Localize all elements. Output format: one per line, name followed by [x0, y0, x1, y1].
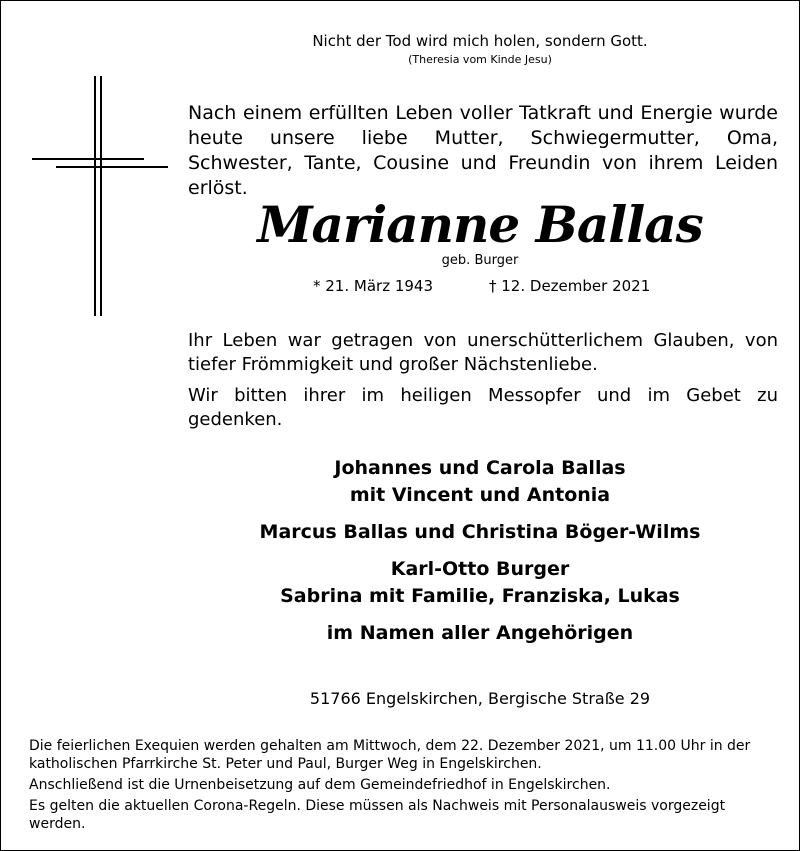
funeral-info	[29, 737, 784, 836]
epigraph-quote: Nicht der Tod wird mich holen, sondern Gott.	[312, 32, 648, 50]
signer-group	[180, 556, 780, 610]
signer-group	[180, 455, 780, 509]
faith-paragraph	[188, 329, 778, 377]
signer-line: Karl-Otto Burger	[390, 558, 570, 580]
prayer-text: Wir bitten ihrer im heiligen Messopfer und im Gebet zu gedenken.	[188, 385, 778, 430]
signer-line: Marcus Ballas und Christina Böger-Wilms	[259, 521, 701, 543]
death-date: † 12. Dezember 2021	[489, 277, 651, 295]
epigraph-source: (Theresia vom Kinde Jesu)	[408, 53, 552, 66]
birth-date: * 21. März 1943	[313, 277, 434, 295]
family-address: 51766 Engelskirchen, Bergische Straße 29	[309, 689, 651, 708]
funeral-line: Anschließend ist die Urnenbeisetzung auf dem Gemeindefriedhof in Engelskirchen.	[29, 777, 611, 793]
signer-line: im Namen aller Angehörigen	[326, 622, 634, 644]
cross-icon	[32, 76, 172, 316]
faith-text: Ihr Leben war getragen von unerschütterlichem Glauben, von tiefer Frömmigkeit und großer Nächstenliebe.	[188, 330, 778, 375]
intro-paragraph: Nach einem erfüllten Leben voller Tatkraft und Energie wurde heute unsere liebe Mutter, Schwiegermutter, Oma, Schwester, Tante, Cousine und Freundin von ihrem Leiden erlöst.	[188, 102, 778, 199]
signer-line: mit Vincent und Antonia	[349, 484, 611, 506]
prayer-paragraph	[188, 384, 778, 432]
funeral-line: Die feierlichen Exequien werden gehalten am Mittwoch, dem 22. Dezember 2021, um 11.00 Uhr in der katholischen Pfarrkirche St. Peter und Paul, Burger Weg in Engelskirchen.	[29, 738, 751, 772]
signer-group	[180, 519, 780, 546]
signer-line: Sabrina mit Familie, Franziska, Lukas	[280, 585, 680, 607]
funeral-line: Es gelten die aktuellen Corona-Regeln. Diese müssen als Nachweis mit Personalausweis vorgezeigt werden.	[29, 798, 726, 832]
signer-group	[180, 620, 780, 647]
intro-text	[188, 101, 778, 201]
deceased-name: Marianne Ballas	[257, 195, 703, 254]
signer-line: Johannes und Carola Ballas	[334, 457, 626, 479]
born-name: geb. Burger	[441, 253, 519, 268]
signers	[180, 455, 780, 657]
